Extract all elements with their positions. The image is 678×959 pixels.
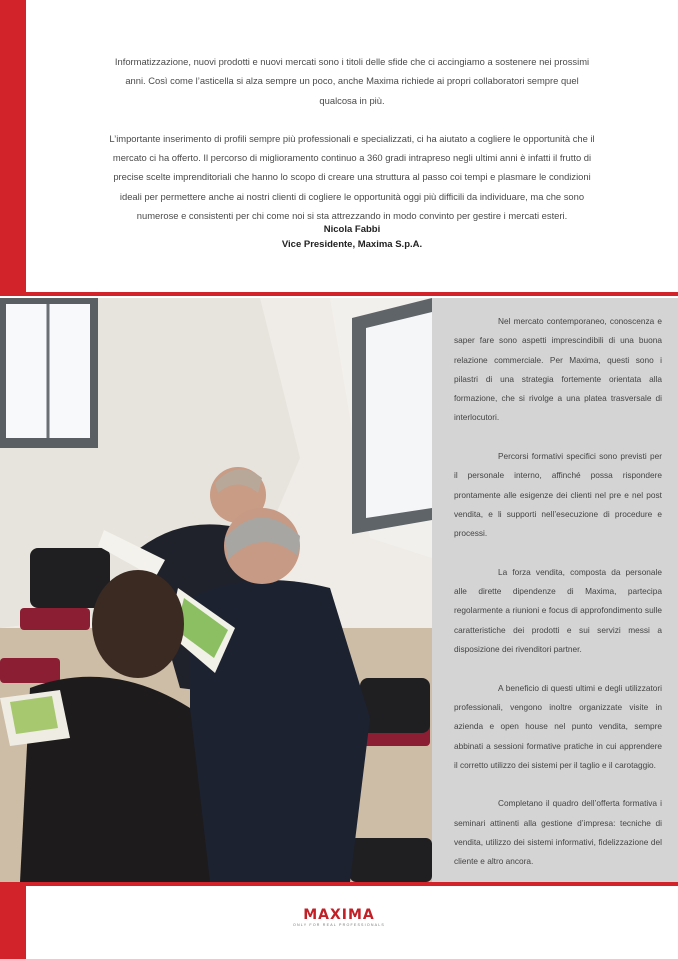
intro-text bbox=[108, 52, 596, 244]
intro-paragraph-2: L’importante inserimento di profili sempre più professionali e specializzati, ci ha aiutato a cogliere le opportunità che il mercato ci ha offerto. Il percorso di miglioramento continuo a 360 gradi intrapreso negli ultimi anni è infatti il frutto di precise scelte imprenditoriali che hanno lo scopo di creare una struttura al passo coi tempi e plasmare le condizioni ideali per permettere anche ai nostri clienti di cogliere le opportunità oggi più difficili da individuare, ma che sono numerose e consistenti per chi come noi si sta attrezzando in modo convinto per gestire i mercati esteri. bbox=[109, 132, 595, 222]
panel-text bbox=[454, 312, 662, 891]
training-text-panel bbox=[432, 298, 678, 882]
intro-paragraph-1: Informatizzazione, nuovi prodotti e nuovi mercati sono i titoli delle sfide che ci accingiamo a sostenere nei prossimi anni. Così come l’asticella si alza sempre un poco, anche Maxima richiede ai propri collaboratori sempre quel qualcosa in più. bbox=[114, 56, 590, 106]
logo-wordmark: MAXIMA bbox=[303, 907, 375, 923]
panel-paragraph-3: La forza vendita, composta da personale alle dirette dipendenze di Maxima, partecipa regolarmente a riunioni e focus di approfondimento sulle caratteristiche dei prodotti e sui servizi messi a disposizione dei rivenditori partner. bbox=[454, 566, 662, 655]
signature-name: Nicola Fabbi bbox=[323, 224, 381, 235]
red-side-bar-top bbox=[0, 0, 26, 295]
red-divider-top bbox=[0, 292, 678, 296]
training-room-photo bbox=[0, 298, 432, 882]
panel-paragraph-2: Percorsi formativi specifici sono previsti per il personale interno, affinché possa rispondere prontamente alle esigenze dei clienti nel pre e nel post vendita, e li supporti nell’esecuzione di procedure e processi. bbox=[454, 451, 662, 539]
panel-paragraph-4: A beneficio di questi ultimi e degli utilizzatori professionali, vengono inoltre organizzate visite in azienda e open house nel punto vendita, sempre abbinati a sessioni formative pratiche in cui apprendere il corretto utilizzo dei sistemi per il taglio e il carotaggio. bbox=[454, 682, 662, 770]
red-side-bar-bottom bbox=[0, 886, 26, 959]
logo-tagline: ONLY FOR REAL PROFESSIONALS bbox=[292, 923, 386, 927]
intro-section bbox=[26, 0, 678, 292]
panel-paragraph-1: Nel mercato contemporaneo, conoscenza e saper fare sono aspetti imprescindibili di una buona relazione commerciale. Per Maxima, questi sono i pilastri di una strategia fortemente orientata alla formazione, che si rivolge a una platea trasversale di interlocutori. bbox=[454, 316, 662, 423]
signature bbox=[26, 222, 678, 252]
panel-paragraph-5: Completano il quadro dell’offerta formativa i seminari attinenti alla gestione d’impresa: tecniche di vendita, utilizzo dei sistemi informativi, fidelizzazione del cliente e altro ancora. bbox=[454, 798, 662, 867]
signature-role: Vice Presidente, Maxima S.p.A. bbox=[281, 239, 423, 250]
red-divider-bottom bbox=[0, 882, 678, 886]
maxima-logo bbox=[280, 907, 398, 927]
